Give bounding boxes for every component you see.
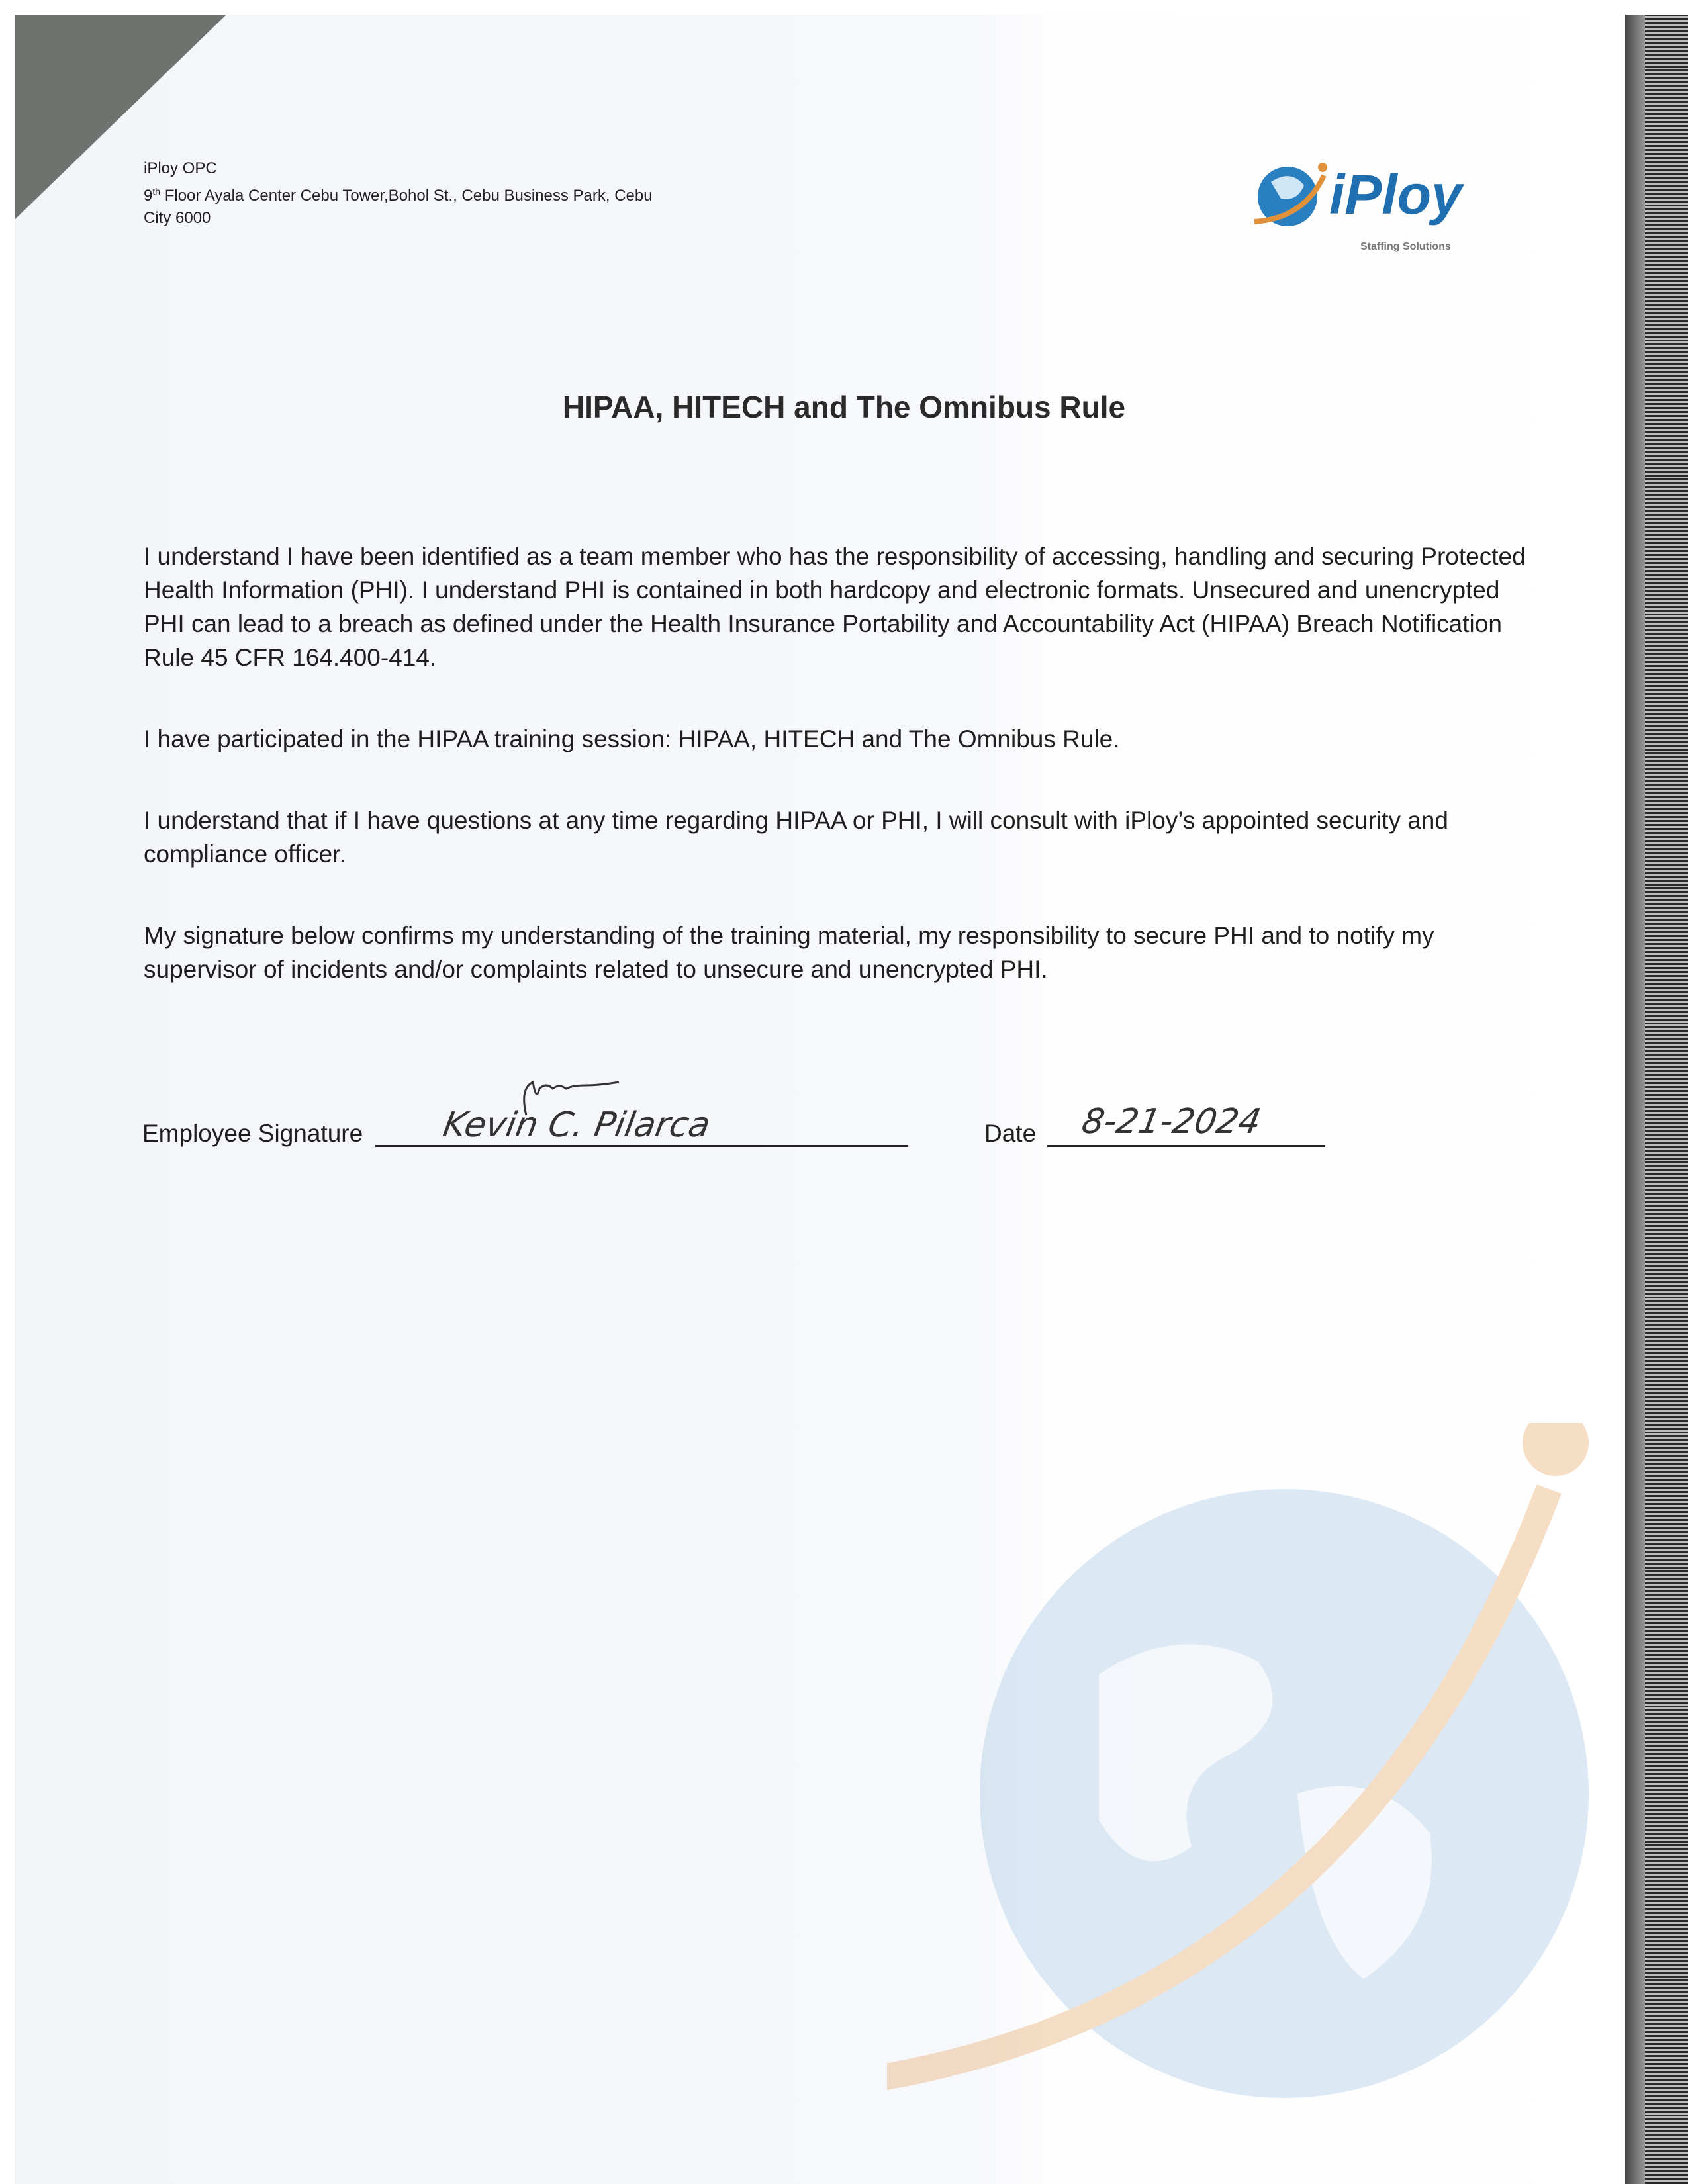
date-line bbox=[1047, 1145, 1325, 1147]
logo-text: iPloy bbox=[1329, 163, 1462, 226]
scan-edge-strip bbox=[1625, 15, 1688, 2184]
floor-number: 9 bbox=[144, 187, 153, 205]
document-title: HIPAA, HITECH and The Omnibus Rule bbox=[562, 390, 1126, 424]
signature-line bbox=[375, 1145, 908, 1147]
paragraph-acknowledgement: I understand I have been identified as a team member who has the responsibility of accessing, handling and securing Protected Health Information (PHI). I understand PHI is contained in both hardcopy and electronic formats. Unsecured and unencrypted PHI can lead to a breach as defined under the Health Insurance Portability and Accountability Act (HIPAA) Breach Notification Rule 45 CFR 164.400-414. bbox=[144, 543, 1526, 671]
signature-scribble bbox=[513, 1075, 659, 1128]
paragraph-questions: I understand that if I have questions at any time regarding HIPAA or PHI, I will consult with iPloy’s appointed security and compliance officer. bbox=[144, 807, 1448, 868]
signature-row bbox=[142, 1102, 1547, 1165]
logo-tagline: Staffing Solutions bbox=[1360, 241, 1451, 252]
company-address bbox=[144, 158, 653, 230]
iploy-logo bbox=[1251, 156, 1496, 255]
globe-watermark bbox=[887, 1423, 1615, 2151]
employee-signature-label: Employee Signature bbox=[142, 1120, 363, 1147]
paragraph-confirmation: My signature below confirms my understanding of the training material, my responsibility to secure PHI and to notify my supervisor of incidents and/or complaints related to unsecure and unencrypted PHI. bbox=[144, 922, 1434, 983]
company-name: iPloy OPC bbox=[144, 159, 217, 177]
document-body bbox=[144, 539, 1547, 1165]
handwritten-signature: Kevin C. Pilarca bbox=[440, 1105, 714, 1145]
address-text: Floor Ayala Center Cebu Tower,Bohol St., Cebu Business Park, Cebu bbox=[160, 187, 653, 205]
address-line-2: City 6000 bbox=[144, 209, 211, 227]
floor-suffix: th bbox=[152, 186, 161, 197]
address-line-1 bbox=[144, 180, 653, 207]
paragraph-training: I have participated in the HIPAA training session: HIPAA, HITECH and The Omnibus Rule. bbox=[144, 725, 1120, 752]
handwritten-date: 8-21-2024 bbox=[1078, 1102, 1264, 1142]
date-label: Date bbox=[984, 1120, 1037, 1147]
